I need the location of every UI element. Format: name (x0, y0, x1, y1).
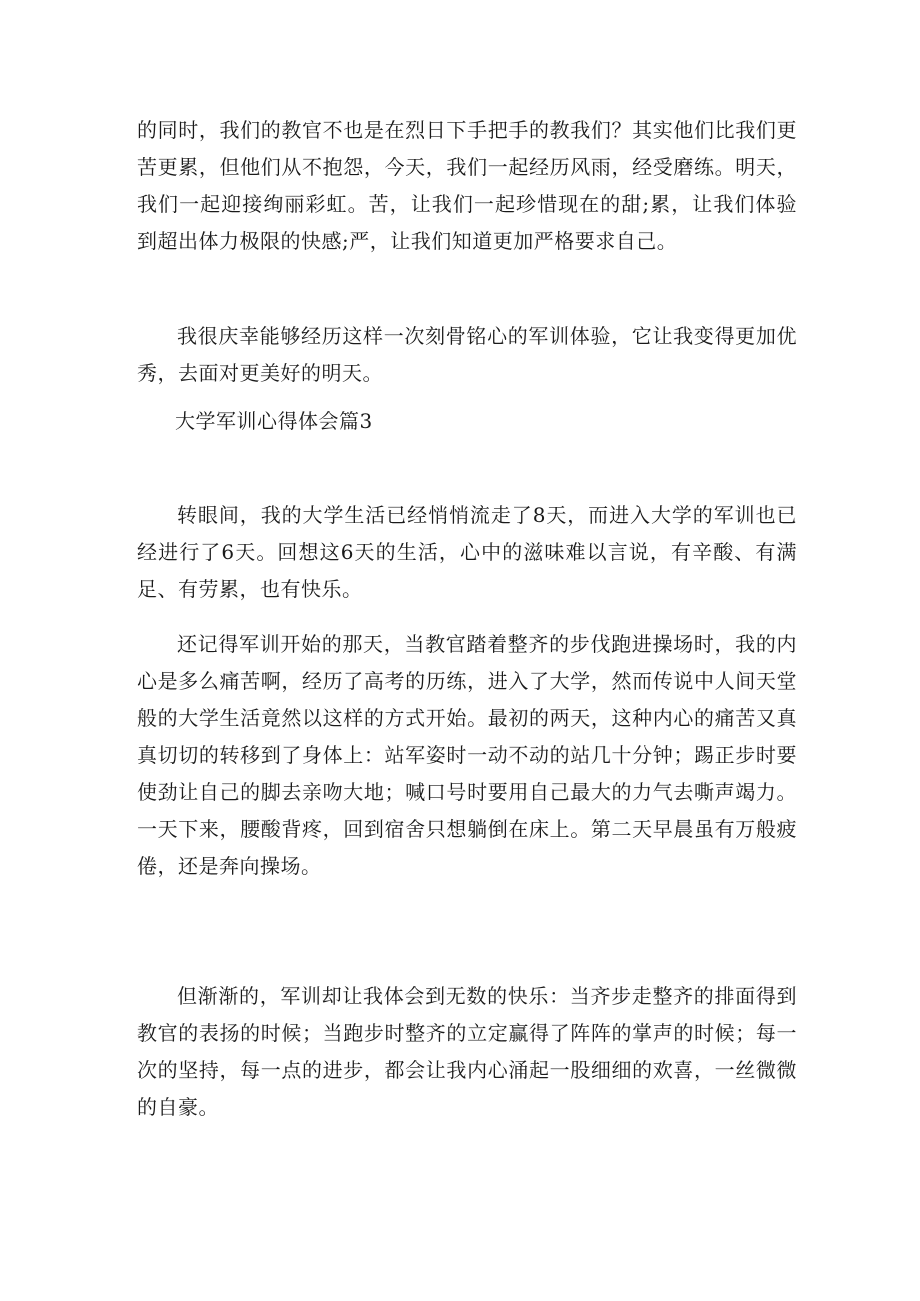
section-heading-text: 大学军训心得体会篇3 (175, 409, 373, 433)
paragraph-joy (137, 978, 797, 1126)
paragraph-continued (137, 112, 797, 260)
paragraph-conclusion (137, 318, 797, 392)
paragraph-intro (137, 497, 797, 608)
paragraph-memory (137, 626, 797, 885)
paragraph-text: 我很庆幸能够经历这样一次刻骨铭心的军训体验，它让我变得更加优秀，去面对更美好的明天。 (137, 324, 797, 385)
paragraph-text: 但渐渐的，军训却让我体会到无数的快乐：当齐步走整齐的排面得到教官的表扬的时候；当跑步时整齐的立定赢得了阵阵的掌声的时候；每一次的坚持，每一点的进步，都会让我内心涌起一股细细的欢喜，一丝微微的自豪。 (137, 984, 797, 1119)
paragraph-text: 转眼间，我的大学生活已经悄悄流走了8天，而进入大学的军训也已经进行了6天。回想这6天的生活，心中的滋味难以言说，有辛酸、有满足、有劳累，也有快乐。 (137, 503, 797, 601)
paragraph-text: 的同时，我们的教官不也是在烈日下手把手的教我们？其实他们比我们更苦更累，但他们从不抱怨，今天，我们一起经历风雨，经受磨练。明天，我们一起迎接绚丽彩虹。苦，让我们一起珍惜现在的甜;累，让我们体验到超出体力极限的快感;严，让我们知道更加严格要求自己。 (137, 118, 797, 253)
section-heading (137, 403, 797, 440)
paragraph-text: 还记得军训开始的那天，当教官踏着整齐的步伐跑进操场时，我的内心是多么痛苦啊，经历了高考的历练，进入了大学，然而传说中人间天堂般的大学生活竟然以这样的方式开始。最初的两天，这种内心的痛苦又真真切切的转移到了身体上：站军姿时一动不动的站几十分钟；踢正步时要使劲让自己的脚去亲吻大地；喊口号时要用自己最大的力气去嘶声竭力。一天下来，腰酸背疼，回到宿舍只想躺倒在床上。第二天早晨虽有万般疲倦，还是奔向操场。 (137, 632, 797, 878)
